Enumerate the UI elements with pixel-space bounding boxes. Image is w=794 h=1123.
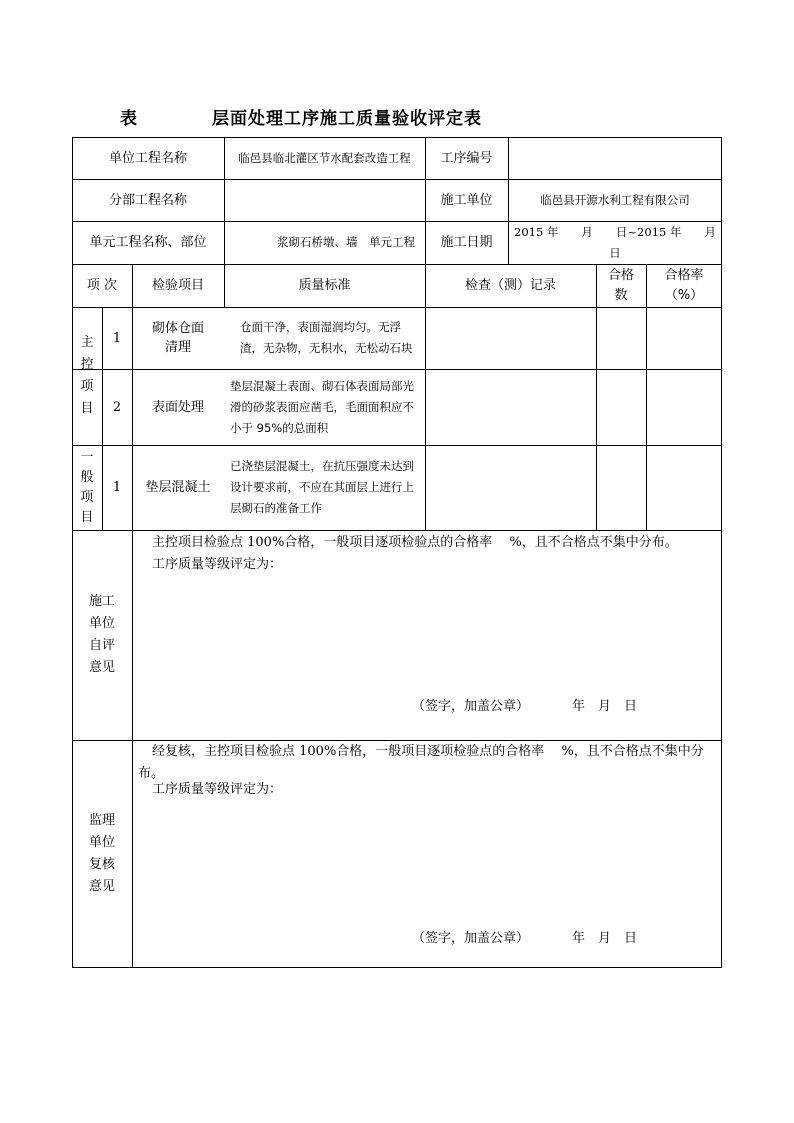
row-quality-standard: 已浇垫层混凝土，在抗压强度未达到设计要求前，不应在其面层上进行上层砌石的准备工作 (230, 459, 414, 515)
process-no-value (508, 137, 722, 179)
construction-date-label: 施工日期 (440, 235, 493, 250)
self-eval-date: 年 月 日 (572, 699, 638, 714)
row-no: 2 (112, 399, 122, 415)
group-main-control: 主控项目 (80, 335, 94, 416)
self-eval-text: 主控项目检验点 100%合格，一般项目逐项检验点的合格率 %，且不合格点不集中分布。 (152, 535, 678, 550)
document-title-prefix: 表 (120, 109, 138, 129)
supervision-date: 年 月 日 (572, 931, 638, 946)
row-no: 1 (112, 330, 122, 346)
row-quality-standard: 垫层混凝土表面、砌石体表面局部光滑的砂浆表面应凿毛，毛面面积应不小于 95%的总面积 (230, 378, 414, 435)
self-eval-grade: 工序质量等级评定为： (152, 557, 283, 572)
supervision-text: 经复核，主控项目检验点 100%合格，一般项目逐项检验点的合格率 %，且不合格点不集中分布。 (138, 744, 704, 781)
process-no-label: 工序编号 (440, 150, 493, 166)
header-inspection-item: 检验项目 (151, 278, 204, 293)
row-no: 1 (112, 480, 122, 495)
row-inspection-item: 表面处理 (151, 399, 204, 415)
group-general: 一般项目 (80, 449, 94, 525)
sub-project-label: 分部工程名称 (108, 192, 187, 208)
self-eval-label: 施工单位自评意见 (88, 594, 115, 675)
construction-unit-label: 施工单位 (440, 192, 493, 208)
unit-project-value: 临邑县临北灌区节水配套改造工程 (238, 150, 411, 165)
unit-project-label: 单位工程名称 (108, 150, 187, 166)
evaluation-table (72, 137, 728, 968)
supervision-signature: （签字，加盖公章） (412, 931, 530, 946)
self-eval-signature: （签字，加盖公章） (412, 699, 530, 714)
construction-date-value: 2015 年 月 日~2015 年 月 日 (514, 224, 728, 260)
header-qualified-count: 合格数 (608, 267, 635, 303)
document-title: 层面处理工序施工质量验收评定表 (212, 109, 482, 129)
element-project-label: 单元工程名称、部位 (89, 235, 207, 250)
row-quality-standard: 仓面干净，表面湿润均匀。无浮渣，无杂物，无积水，无松动石块 (240, 320, 413, 355)
construction-unit-value: 临邑县开源水利工程有限公司 (540, 192, 690, 207)
header-check-record: 检查（测）记录 (464, 278, 556, 293)
header-pass-rate: 合格率（%） (664, 267, 704, 303)
sub-project-value (224, 179, 425, 221)
header-quality-standard: 质量标准 (298, 278, 351, 293)
header-item-no: 项 次 (86, 278, 118, 293)
supervision-grade: 工序质量等级评定为： (152, 782, 283, 797)
supervision-label: 监理单位复核意见 (88, 812, 115, 894)
element-project-value: 浆砌石桥墩、墙 单元工程 (277, 235, 415, 249)
row-inspection-item: 砌体仓面清理 (151, 321, 204, 355)
row-inspection-item: 垫层混凝土 (145, 480, 211, 495)
